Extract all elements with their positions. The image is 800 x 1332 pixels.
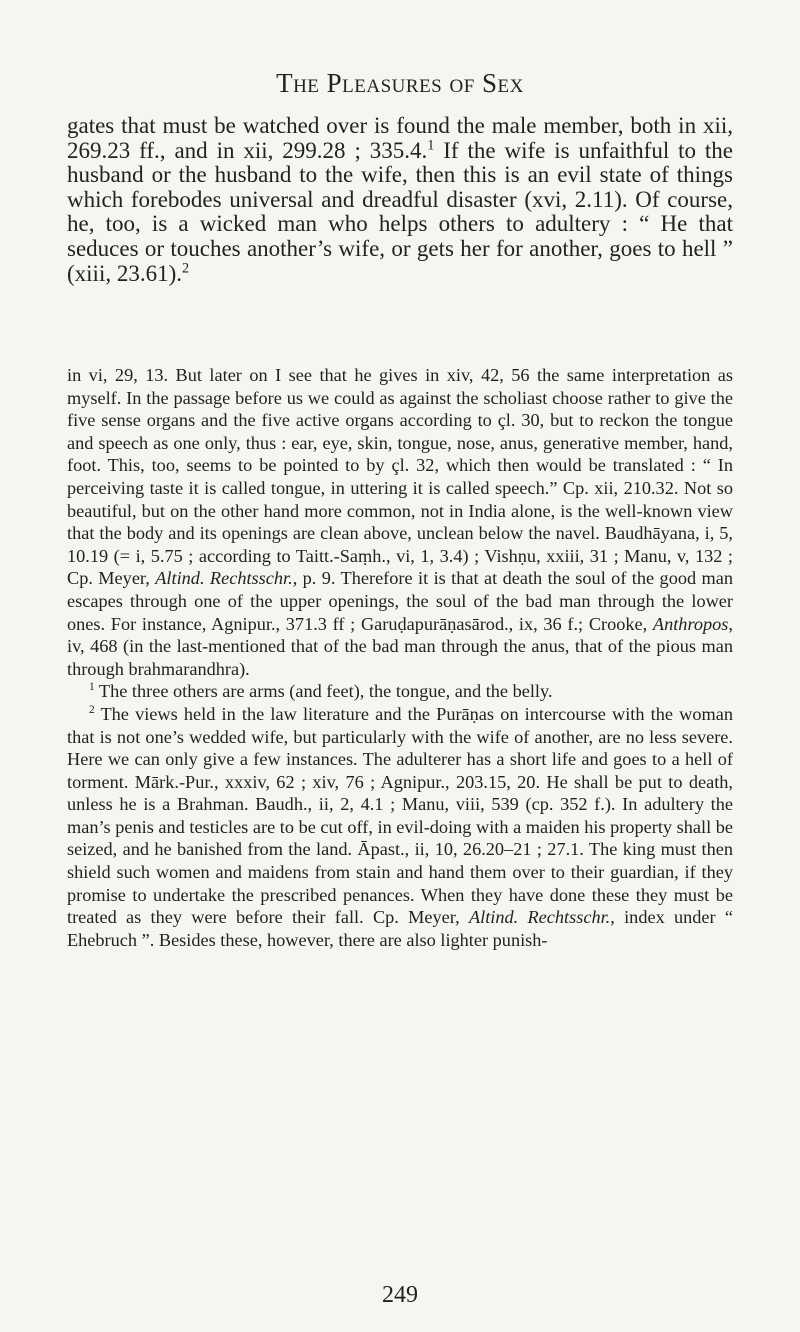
footnote-continuation-text-1: in vi, 29, 13. But later on I see that he gives in xiv, 42, 56 the same interpretation as myself. In the passage before us we could as against the scholiast choose rather to give the five sense organs and the five active organs according to çl. 30, but to reckon the tongue and speech as one only, thus : ear, eye, skin, tongue, nose, anus, generative member, hand, foot. This, too, seems to be pointed to by çl. 32, which then would be translated : “ In perceiving taste it is called tongue, in uttering it is called speech.” Cp. xii, 210.32. Not so beautiful, but on the other hand more common, not in India alone, is the well-known view that the body and its openings are clean above, unclean below the navel. Baudhāyana, i, 5, 10.19 (= i, 5.75 ; according to Taitt.-Saṃh., vi, 1, 3.4) ; Vishṇu, xxiii, 31 ; Manu, v, 132 ; Cp. Meyer, (67, 365, 733, 589)
footnote-2 (67, 703, 733, 952)
footnote-continuation-text-2: , p. 9. Therefore it is that at death the soul of the good man escapes through one of the upper openings, the soul of the bad man through the lower ones. For instance, Agnipur., 371.3 ff ; Garuḍapurāṇasārod., ix, 36 f.; Crooke, (67, 568, 733, 634)
footnote-ref-1: 1 (427, 136, 435, 153)
main-paragraph (67, 114, 733, 286)
page-number: 249 (382, 1282, 418, 1308)
footnote-2-text-1: The views held in the law literature and the Purāṇas on intercourse with the woman that is not one’s wedded wife, but particularly with the wife of another, are no less severe. Here we can only give a few instances. The adulterer has a short life and goes to a hell of torment. Mārk.-Pur., xxxiv, 62 ; xiv, 76 ; Agnipur., 203.15, 20. He shall be put to death, unless he is a Brahman. Baudh., ii, 2, 4.1 ; Manu, viii, 539 (cp. 352 f.). In adultery the man’s penis and testicles are to be cut off, in evil-doing with a maiden his property shall be seized, and he banished from the land. Āpast., ii, 10, 26.20–21 ; 27.1. The king must then shield such women and maidens from stain and hand them over to their guardian, if they promise to undertake the prescribed penances. When they have done these they must be treated as they were before their fall. Cp. Meyer, (67, 703, 733, 928)
footnote-marker-1: 1 (89, 681, 95, 694)
running-title: The Pleasures of Sex (276, 68, 524, 98)
citation-title: Altind. Rechtsschr. (155, 568, 293, 589)
footnote-1-text: The three others are arms (and feet), the tongue, and the belly. (94, 681, 553, 702)
main-text-part-2: If the wife is unfaithful to the husband or the husband to the wife, then this is an evil state of things which forebodes universal and dreadful disaster (xvi, 2.11). Of course, he, too, is a wicked man who helps others to adultery : “ He that seduces or touches another’s wife, or gets her for another, goes to hell ” (xiii, 23.61). (67, 137, 734, 286)
footnote-ref-2: 2 (182, 259, 190, 276)
footnotes-block (67, 364, 733, 951)
footnote-2-text-2: , index under “ Ehebruch ”. Besides these, however, there are also lighter punish- (67, 907, 734, 950)
citation-title: Anthropos (652, 613, 729, 634)
footnote-1 (67, 680, 733, 703)
citation-title: Altind. Rechtsschr. (468, 907, 611, 928)
footnote-marker-2: 2 (89, 703, 95, 716)
footnote-continuation (67, 364, 733, 680)
main-text-part-1: gates that must be watched over is found the male member, both in xii, 269.23 ff., and in xii, 299.28 ; 335.4. (67, 113, 733, 163)
footnote-continuation-text-3: , iv, 468 (in the last-mentioned that of the bad man through the anus, that of the pious man through brahmarandhra). (67, 613, 733, 679)
